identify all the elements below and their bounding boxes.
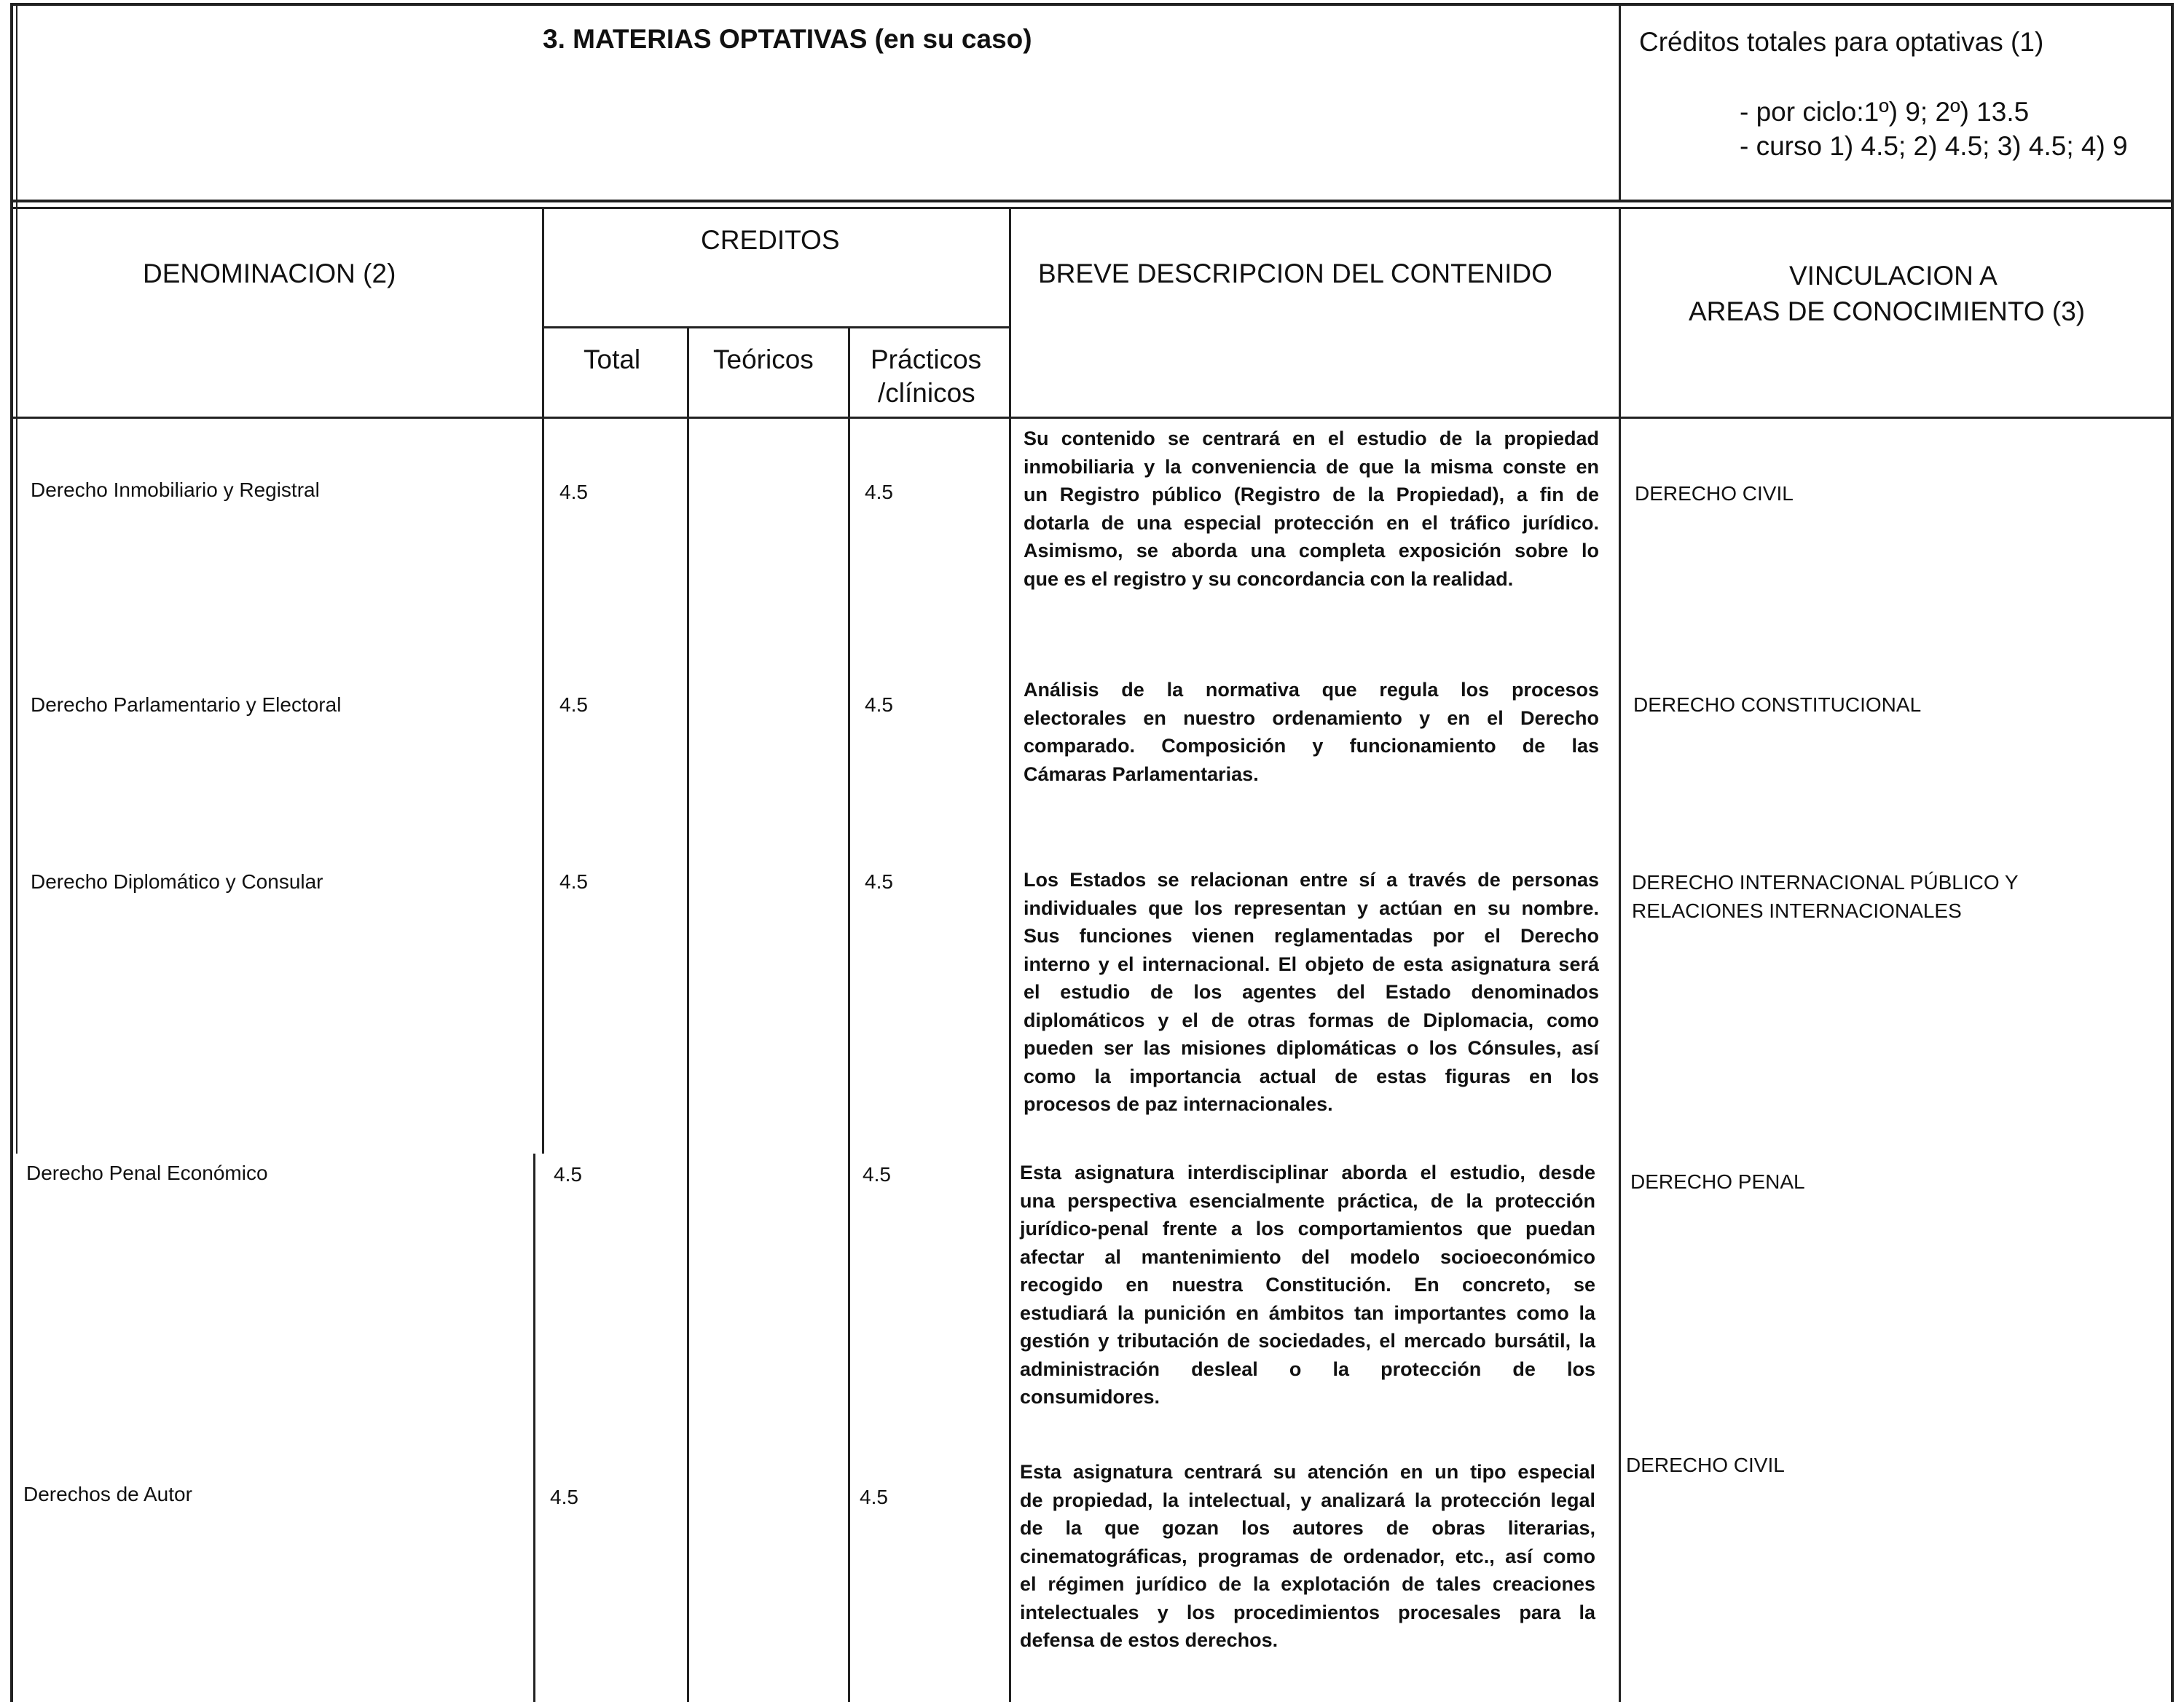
credits-total-title: Créditos totales para optativas (1) xyxy=(1639,27,2044,57)
description-line: una perspectiva esencialmente práctica, de la protección xyxy=(1020,1189,1595,1212)
col-line-practicos xyxy=(1009,207,1011,1702)
subject-name: Derecho Parlamentario y Electoral xyxy=(31,693,342,716)
left-border-inner xyxy=(16,3,17,1154)
credits-practicos: 4.5 xyxy=(865,870,893,893)
description-line: jurídico-penal frente a los comportamientos que puedan xyxy=(1020,1218,1595,1240)
header-creditos: CREDITOS xyxy=(701,225,840,255)
description-line: gestión y tributación de sociedades, el mercado bursátil, la xyxy=(1020,1330,1595,1352)
credits-total: 4.5 xyxy=(550,1486,578,1508)
description-line: inmobiliaria y la conveniencia de que la misma conste en xyxy=(1024,455,1599,478)
subject-description xyxy=(1024,425,1599,593)
description-line: Cámaras Parlamentarias. xyxy=(1024,763,1259,785)
credits-practicos: 4.5 xyxy=(860,1486,888,1508)
knowledge-area: DERECHO INTERNACIONAL PÚBLICO Y xyxy=(1632,871,2019,894)
col-line-descripcion xyxy=(1619,207,1621,1702)
description-line: el régimen jurídico de la explotación de tales creaciones xyxy=(1020,1573,1595,1595)
credits-practicos: 4.5 xyxy=(865,693,893,716)
header-top-border xyxy=(10,207,2174,209)
left-border xyxy=(10,3,13,1702)
creditos-split-line xyxy=(542,326,1011,328)
subject-name: Derechos de Autor xyxy=(23,1483,192,1505)
knowledge-area: DERECHO CIVIL xyxy=(1626,1454,1785,1476)
description-line: afectar al mantenimiento del modelo socioeconómico xyxy=(1020,1245,1595,1268)
description-line: Esta asignatura interdisciplinar aborda el estudio, desde xyxy=(1020,1162,1595,1183)
subject-name: Derecho Penal Económico xyxy=(26,1162,268,1184)
col-line-total xyxy=(687,326,689,1702)
description-line: un Registro público (Registro de la Propiedad), a fin de xyxy=(1024,484,1599,505)
credits-total: 4.5 xyxy=(559,481,588,503)
header-clinicos: /clínicos xyxy=(878,378,975,408)
col-line-teoricos xyxy=(848,326,850,1702)
subject-name: Derecho Inmobiliario y Registral xyxy=(31,478,320,501)
description-line: interno y el internacional. El objeto de esta asignatura será xyxy=(1024,953,1599,975)
description-line: diplomáticos y el de otras formas de Diplomacia, como xyxy=(1024,1009,1599,1031)
subject-description xyxy=(1024,676,1599,788)
knowledge-area: RELACIONES INTERNACIONALES xyxy=(1632,899,1962,922)
subject-description xyxy=(1020,1458,1595,1655)
description-line: intelectuales y los procedimientos procesales para la xyxy=(1020,1601,1595,1623)
description-line: Sus funciones vienen reglamentadas por el Derecho xyxy=(1024,925,1599,947)
description-line: estudiará la punición en ámbitos tan importantes como la xyxy=(1020,1301,1595,1324)
col-line-denominacion xyxy=(542,207,544,1154)
credits-per-course: - curso 1) 4.5; 2) 4.5; 3) 4.5; 4) 9 xyxy=(1740,131,2128,161)
header-total: Total xyxy=(584,344,641,374)
description-line: Los Estados se relacionan entre sí a través de personas xyxy=(1024,869,1599,891)
description-line: defensa de estos derechos. xyxy=(1020,1629,1278,1651)
credits-total: 4.5 xyxy=(554,1163,582,1186)
description-line: dotarla de una especial protección en el tráfico jurídico. xyxy=(1024,511,1599,534)
subject-description xyxy=(1020,1159,1595,1411)
description-line: comparado. Composición y funcionamiento de las xyxy=(1024,735,1599,757)
credits-per-cycle: - por ciclo:1º) 9; 2º) 13.5 xyxy=(1740,97,2030,127)
header-descripcion: BREVE DESCRIPCION DEL CONTENIDO xyxy=(1038,259,1552,288)
top-box-bottom-border xyxy=(10,200,2174,202)
credits-total: 4.5 xyxy=(559,693,588,716)
description-line: administración desleal o la protección de los xyxy=(1020,1358,1595,1380)
description-line: electorales en nuestro ordenamiento y en el Derecho xyxy=(1024,706,1599,729)
header-practicos: Prácticos xyxy=(871,344,982,374)
knowledge-area: DERECHO CIVIL xyxy=(1635,482,1794,505)
col-line-denominacion-lower xyxy=(533,1154,535,1702)
description-line: Asimismo, se aborda una completa exposición sobre lo xyxy=(1024,540,1599,562)
section-title: 3. MATERIAS OPTATIVAS (en su caso) xyxy=(543,24,1032,54)
header-denominacion: DENOMINACION (2) xyxy=(143,259,396,288)
description-line: pueden ser las misiones diplomáticas o los Cónsules, así xyxy=(1024,1037,1599,1059)
description-line: el estudio de los agentes del Estado denominados xyxy=(1024,981,1599,1003)
top-box-divider xyxy=(1619,3,1621,202)
credits-practicos: 4.5 xyxy=(863,1163,891,1186)
description-line: Análisis de la normativa que regula los procesos xyxy=(1024,679,1599,701)
credits-practicos: 4.5 xyxy=(865,481,893,503)
description-line: consumidores. xyxy=(1020,1386,1160,1408)
header-bottom-border xyxy=(10,417,2174,419)
credits-total: 4.5 xyxy=(559,870,588,893)
subject-description xyxy=(1024,866,1599,1119)
description-line: como la importancia actual de estas figuras en los xyxy=(1024,1065,1599,1087)
description-line: que es el registro y su concordancia con la realidad. xyxy=(1024,567,1514,590)
right-border xyxy=(2171,3,2174,1702)
top-border xyxy=(10,3,2174,6)
description-line: procesos de paz internacionales. xyxy=(1024,1093,1333,1115)
knowledge-area: DERECHO CONSTITUCIONAL xyxy=(1633,693,1922,716)
description-line: individuales que los representan y actúan en su nombre. xyxy=(1024,897,1599,919)
knowledge-area: DERECHO PENAL xyxy=(1630,1170,1805,1193)
description-line: de propiedad, la intelectual, y analizará la protección legal xyxy=(1020,1489,1595,1511)
header-teoricos: Teóricos xyxy=(713,344,814,374)
header-vinculacion-1: VINCULACION A xyxy=(1789,261,1998,291)
description-line: Su contenido se centrará en el estudio de la propiedad xyxy=(1024,428,1599,449)
description-line: recogido en nuestra Constitución. En concreto, se xyxy=(1020,1274,1595,1296)
description-line: Esta asignatura centrará su atención en un tipo especial xyxy=(1020,1461,1595,1483)
subject-name: Derecho Diplomático y Consular xyxy=(31,870,323,893)
description-line: cinematográficas, programas de ordenador, etc., así como xyxy=(1020,1545,1595,1567)
description-line: de la que gozan los autores de obras literarias, xyxy=(1020,1517,1595,1539)
header-vinculacion-2: AREAS DE CONOCIMIENTO (3) xyxy=(1689,296,2086,326)
